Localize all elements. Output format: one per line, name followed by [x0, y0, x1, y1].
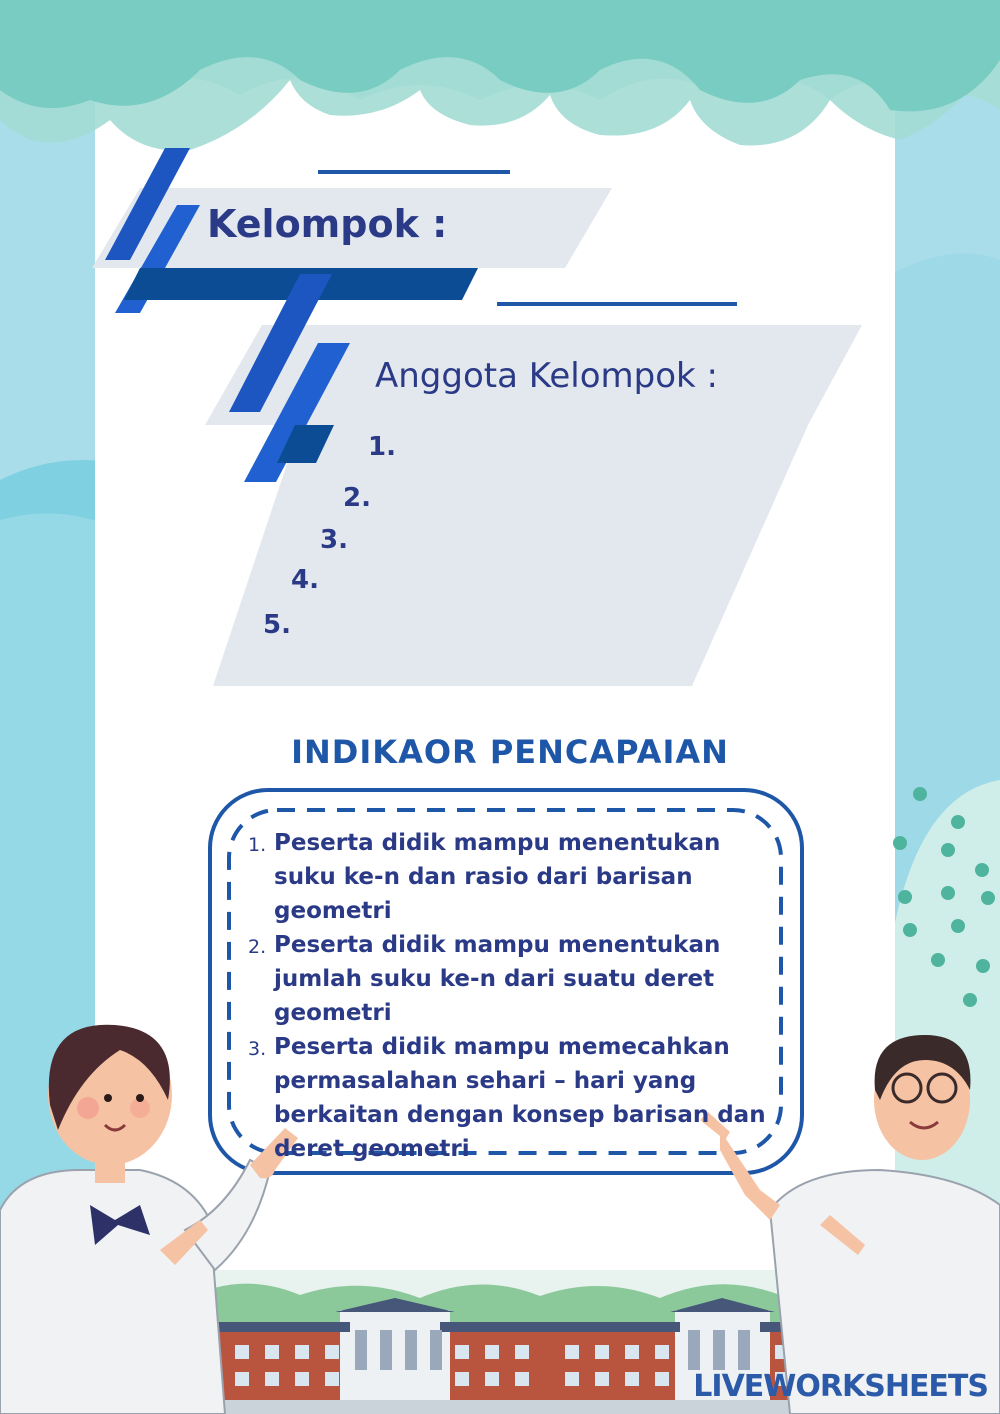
member-number: 4.	[291, 565, 319, 595]
member-number: 5.	[263, 610, 291, 640]
indicator-text: Peserta didik mampu menentukan jumlah suku ke-n dari suatu deret geometri	[274, 932, 721, 1026]
member-number: 1.	[368, 432, 396, 462]
indicator-item	[248, 1030, 768, 1166]
members-label: Anggota Kelompok :	[375, 356, 718, 396]
indicator-title: INDIKAOR PENCAPAIAN	[291, 733, 729, 771]
group-label: Kelompok :	[207, 202, 448, 246]
indicator-number: 1.	[248, 834, 267, 856]
indicator-text: Peserta didik mampu memecahkan permasalahan sehari – hari yang berkaitan dengan konsep barisan dan deret geometri	[274, 1034, 766, 1162]
indicator-text: Peserta didik mampu menentukan suku ke-n dan rasio dari barisan geometri	[274, 830, 721, 924]
indicator-item	[248, 928, 768, 1030]
indicator-list	[248, 826, 768, 1166]
liveworksheets-logo	[693, 1369, 988, 1404]
member-number: 2.	[343, 483, 371, 513]
indicator-number: 3.	[248, 1038, 267, 1060]
logo-text: LIVEWORKSHEETS	[693, 1369, 988, 1404]
indicator-item	[248, 826, 768, 928]
indicator-number: 2.	[248, 936, 267, 958]
member-number: 3.	[320, 525, 348, 555]
